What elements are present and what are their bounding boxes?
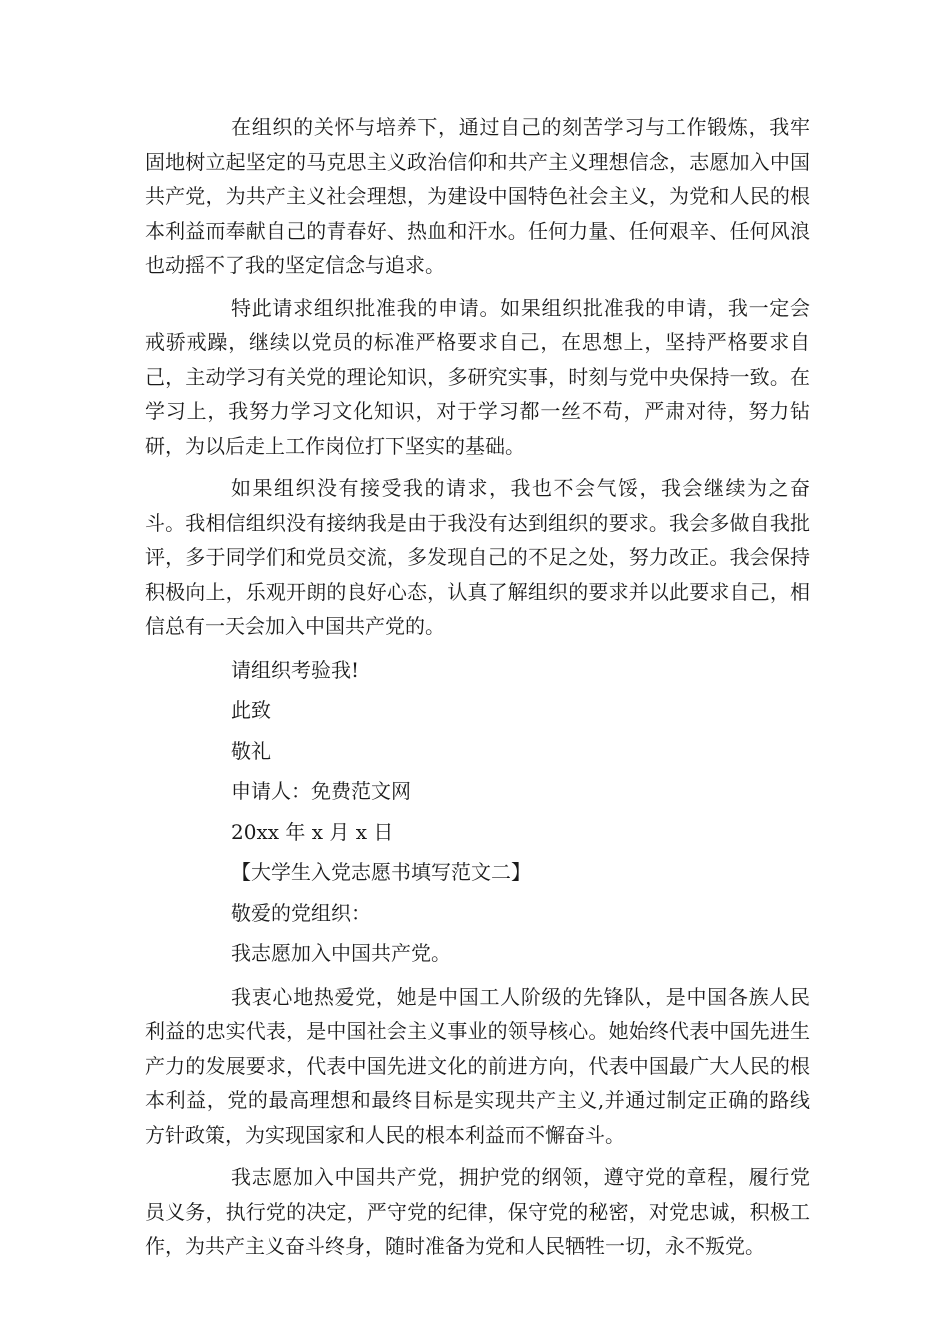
- closing-cizhi: 此致: [231, 698, 271, 722]
- closing-jingli: 敬礼: [231, 738, 271, 763]
- body-paragraph: 如果组织没有接受我的请求，我也不会气馁，我会继续为之奋斗。我相信组织没有接纳我是由于我没有达到组织的要求。我会多做自我批评，多于同学们和党员交流，多发现自己的不足之处，努力改正。我会保持积极向上，乐观开朗的良好心态，认真了解组织的要求并以此要求自己，相信总有一天会加入中国共产党的。: [145, 476, 810, 638]
- section-title: 【大学生入党志愿书填写范文二】: [231, 860, 531, 884]
- applicant-signature: 申请人：免费范文网: [231, 779, 411, 803]
- body-paragraph: 特此请求组织批准我的申请。如果组织批准我的申请，我一定会戒骄戒躁，继续以党员的标准严格要求自己，在思想上，坚持严格要求自己，主动学习有关党的理论知识，多研究实事，时刻与党中央保持一致。在学习上，我努力学习文化知识，对于学习都一丝不苟，严肃对待，努力钻研，为以后走上工作岗位打下坚实的基础。: [145, 295, 810, 458]
- letter-date: 20xx 年 x 月 x 日: [231, 819, 394, 844]
- statement: 我志愿加入中国共产党。: [231, 941, 451, 965]
- body-paragraph: 我志愿加入中国共产党，拥护党的纲领，遵守党的章程，履行党员义务，执行党的决定，严守党的纪律，保守党的秘密，对党忠诚，积极工作，为共产主义奋斗终身，随时准备为党和人民牺牲一切，永不叛党。: [145, 1165, 810, 1258]
- document-body: [145, 110, 810, 1264]
- second-letter-body: [145, 980, 810, 1264]
- salutation: 敬爱的党组织：: [231, 900, 371, 925]
- body-paragraph: 在组织的关怀与培养下，通过自己的刻苦学习与工作锻炼，我牢固地树立起坚定的马克思主义政治信仰和共产主义理想信念，志愿加入中国共产党，为共产主义社会理想，为建设中国特色社会主义，为党和人民的根本利益而奉献自己的青春好、热血和汗水。任何力量、任何艰辛、任何风浪也动摇不了我的坚定信念与追求。: [145, 115, 810, 277]
- closing-request: 请组织考验我!: [231, 657, 360, 682]
- body-paragraph: 我衷心地热爱党，她是中国工人阶级的先锋队，是中国各族人民利益的忠实代表，是中国社会主义事业的领导核心。她始终代表中国先进生产力的发展要求，代表中国先进文化的前进方向，代表中国最广大人民的根本利益，党的最高理想和最终目标是实现共产主义,并通过制定正确的路线方针政策，为实现国家和人民的根本利益而不懈奋斗。: [145, 984, 810, 1147]
